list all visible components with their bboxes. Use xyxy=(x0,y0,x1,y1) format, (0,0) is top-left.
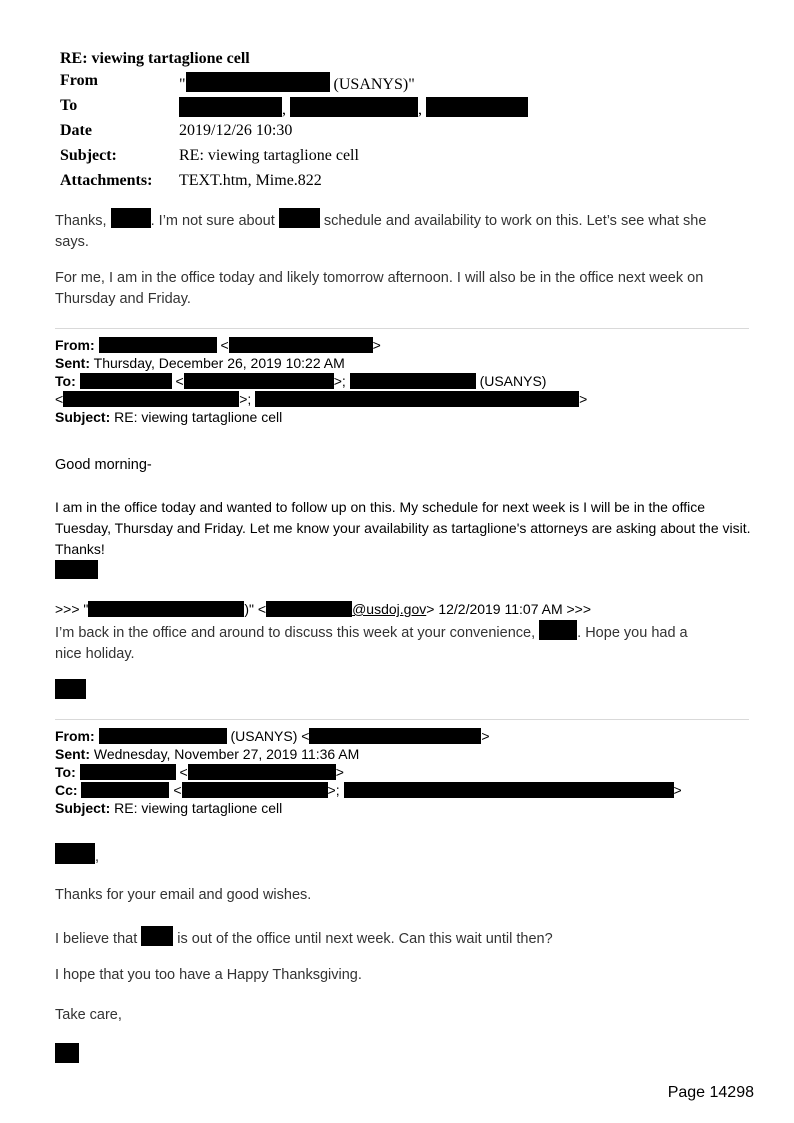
divider xyxy=(55,719,749,720)
msg3-to-line: To: < > xyxy=(55,764,344,780)
redaction-block xyxy=(141,926,173,946)
msg2-body: I am in the office today and wanted to follow up on this. My schedule for next week is I will be in the office Tuesday, Thursday and Friday. Let me know your availability as tartaglione's attorneys are asking about the visit. Thanks! xyxy=(55,499,751,557)
redaction-block xyxy=(344,782,674,798)
msg2-sent-line: Sent: Thursday, December 26, 2019 10:22 AM xyxy=(55,355,345,371)
msg3-from-line: From: (USANYS) < > xyxy=(55,728,490,744)
divider xyxy=(55,328,749,329)
redaction-block xyxy=(88,601,244,617)
msg2-from-line: From: < > xyxy=(55,337,381,353)
msg3-paragraph: I believe that is out of the office until next week. Can this wait until then? xyxy=(55,926,755,950)
redaction-block xyxy=(539,620,577,640)
redaction-block xyxy=(186,72,330,92)
redaction-block xyxy=(184,373,334,389)
redaction-block xyxy=(55,679,86,699)
msg3-paragraph: I hope that you too have a Happy Thanksgiving. xyxy=(55,967,362,983)
redaction-block xyxy=(80,764,176,780)
message-paragraph: For me, I am in the office today and likely tomorrow afternoon. I will also be in the office next week on Thursday and Friday. xyxy=(55,270,704,307)
quoted-header-line: >>> " )" < @usdoj.gov> 12/2/2019 11:07 AM >>> xyxy=(55,601,592,617)
redaction-block xyxy=(426,97,528,117)
msg3-subject-line: Subject: RE: viewing tartaglione cell xyxy=(55,800,283,816)
quoted-paragraph: I’m back in the office and around to discuss this week at your convenience, . Hope you had a nice holiday. xyxy=(55,620,755,665)
msg3-paragraph: Thanks for your email and good wishes. xyxy=(55,887,312,903)
msg3-cc-line: Cc: < >; > xyxy=(55,782,682,798)
redaction-block xyxy=(80,373,172,389)
redaction-block xyxy=(55,1043,79,1063)
from-label: From xyxy=(60,72,98,89)
redaction-block xyxy=(81,782,169,798)
to-label: To xyxy=(60,97,78,114)
redaction-block xyxy=(188,764,336,780)
redaction-block xyxy=(229,337,373,353)
to-value: , , xyxy=(179,97,528,119)
subject-value: RE: viewing tartaglione cell xyxy=(179,147,359,164)
date-label: Date xyxy=(60,122,92,139)
redaction-block xyxy=(99,337,217,353)
message-paragraph: Thanks, . I’m not sure about schedule and availability to work on this. Let’s see what she says. xyxy=(55,208,755,253)
msg3-signoff: Take care, xyxy=(55,1007,122,1023)
redaction-block xyxy=(55,560,98,579)
msg3-sent-line: Sent: Wednesday, November 27, 2019 11:36 AM xyxy=(55,746,360,762)
date-value: 2019/12/26 10:30 xyxy=(179,122,293,139)
redaction-block xyxy=(111,208,151,228)
redaction-block xyxy=(63,391,239,407)
msg2-to-line-cont: < >; > xyxy=(55,391,588,407)
redaction-block xyxy=(55,843,95,864)
msg3-greeting: , xyxy=(55,843,99,865)
msg2-to-line: To: < >; (USANYS) xyxy=(55,373,547,389)
email-link[interactable]: @usdoj.gov xyxy=(352,601,427,617)
redaction-block xyxy=(290,97,418,117)
redaction-block xyxy=(179,97,282,117)
redaction-block xyxy=(182,782,328,798)
msg2-greeting: Good morning- xyxy=(55,457,152,473)
email-title: RE: viewing tartaglione cell xyxy=(60,50,250,67)
from-value: " (USANYS)" xyxy=(179,72,415,94)
redaction-block xyxy=(309,728,481,744)
redaction-block xyxy=(279,208,320,228)
redaction-block xyxy=(266,601,352,617)
subject-label: Subject: xyxy=(60,147,117,164)
redaction-block xyxy=(99,728,227,744)
msg2-subject-line: Subject: RE: viewing tartaglione cell xyxy=(55,409,283,425)
redaction-block xyxy=(350,373,476,389)
attachments-value: TEXT.htm, Mime.822 xyxy=(179,172,322,189)
page-number: Page 14298 xyxy=(667,1084,754,1101)
redaction-block xyxy=(255,391,579,407)
attachments-label: Attachments: xyxy=(60,172,153,189)
